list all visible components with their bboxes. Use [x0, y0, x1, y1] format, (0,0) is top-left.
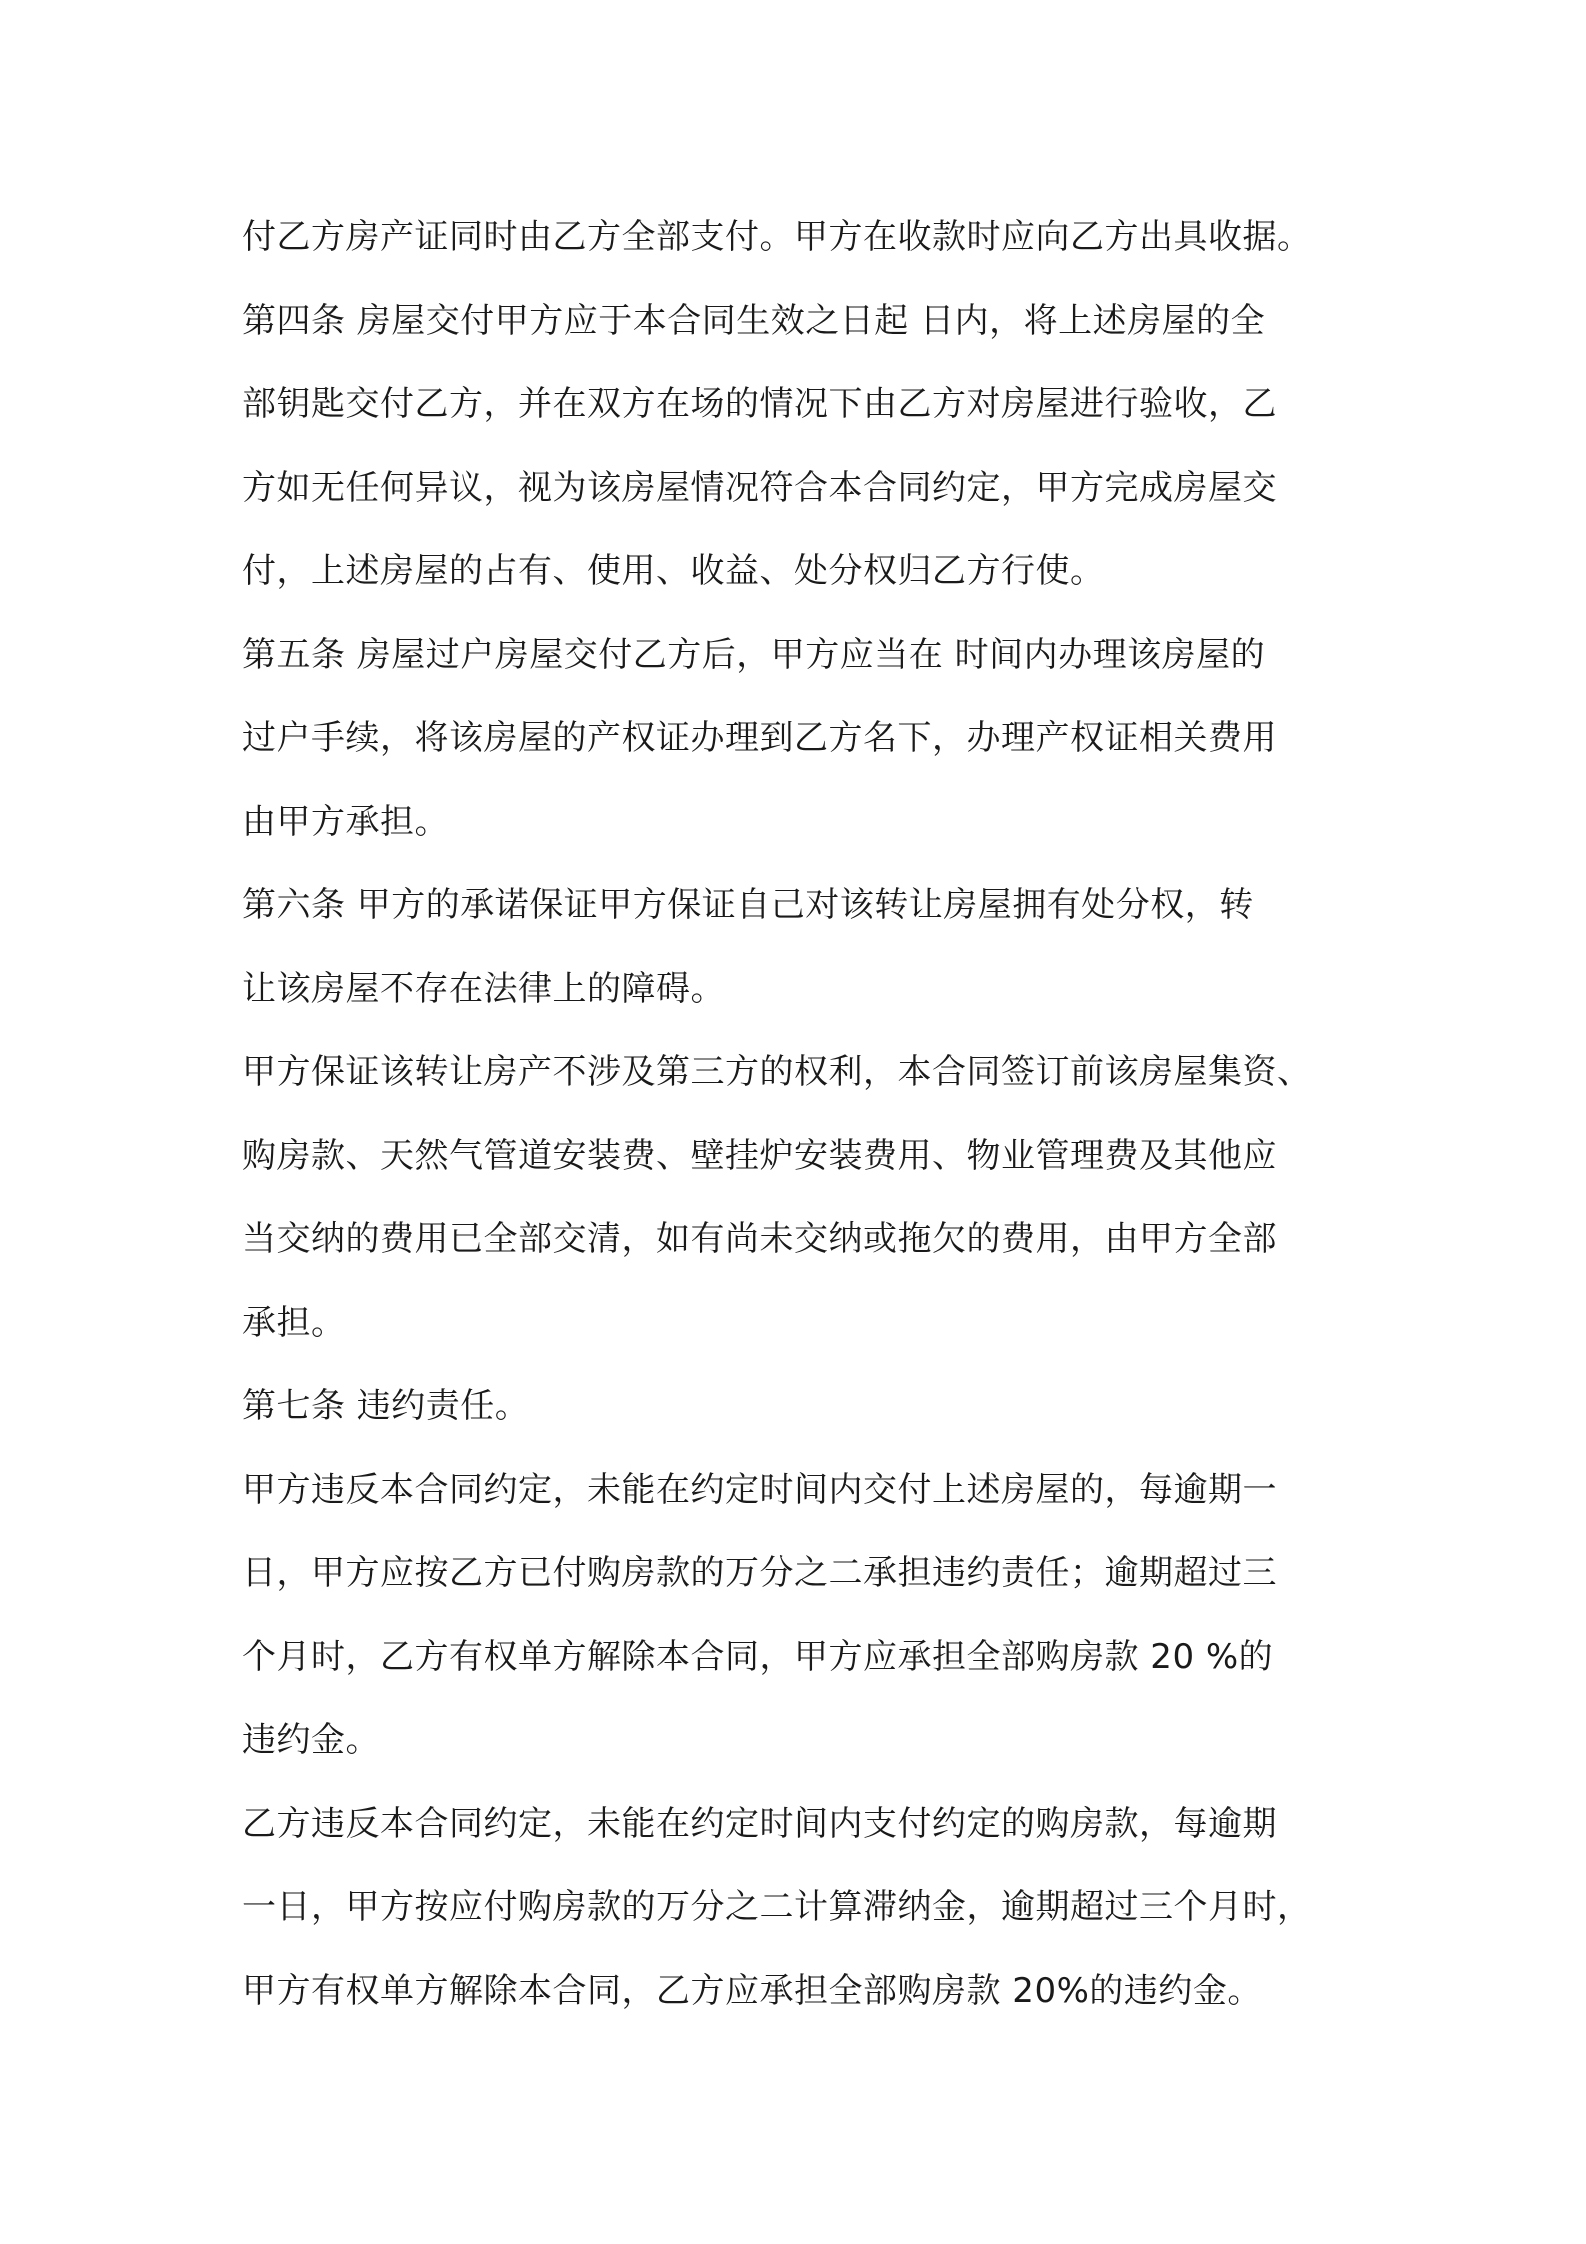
contract-text — [242, 196, 1362, 2033]
text-line: 付，上述房屋的占有、使用、收益、处分权归乙方行使。 — [242, 551, 1105, 591]
text-line: 第七条 违约责任。 — [242, 1386, 530, 1426]
text-line: 承担。 — [242, 1302, 346, 1343]
text-line: 购房款、天然气管道安装费、壁挂炉安装费用、物业管理费及其他应 — [242, 1135, 1277, 1176]
text-line: 乙方违反本合同约定，未能在约定时间内支付约定的购房款，每逾期 — [242, 1803, 1277, 1844]
text-line: 甲方保证该转让房产不涉及第三方的权利，本合同签订前该房屋集资、 — [242, 1052, 1312, 1092]
text-line: 甲方有权单方解除本合同，乙方应承担全部购房款 20%的违约金。 — [242, 1970, 1262, 2011]
text-line: 方如无任何异议，视为该房屋情况符合本合同约定，甲方完成房屋交 — [242, 467, 1277, 508]
text-line: 让该房屋不存在法律上的障碍。 — [242, 968, 725, 1009]
text-line: 违约金。 — [242, 1720, 380, 1760]
text-line: 当交纳的费用已全部交清，如有尚未交纳或拖欠的费用，由甲方全部 — [242, 1219, 1277, 1259]
text-line: 第六条 甲方的承诺保证甲方保证自己对该转让房屋拥有处分权，转 — [242, 885, 1254, 925]
text-line: 由甲方承担。 — [242, 801, 449, 842]
text-line: 部钥匙交付乙方，并在双方在场的情况下由乙方对房屋进行验收，乙 — [242, 384, 1277, 424]
text-line: 第四条 房屋交付甲方应于本合同生效之日起 日内，将上述房屋的全 — [242, 300, 1266, 341]
text-line: 付乙方房产证同时由乙方全部支付。甲方在收款时应向乙方出具收据。 — [242, 217, 1312, 257]
text-line: 个月时，乙方有权单方解除本合同，甲方应承担全部购房款 20 %的 — [242, 1636, 1274, 1677]
text-line: 过户手续，将该房屋的产权证办理到乙方名下，办理产权证相关费用 — [242, 718, 1277, 758]
text-line: 第五条 房屋过户房屋交付乙方后，甲方应当在 时间内办理该房屋的 — [242, 634, 1266, 675]
text-line: 一日，甲方按应付购房款的万分之二计算滞纳金，逾期超过三个月时， — [242, 1887, 1312, 1927]
text-line: 甲方违反本合同约定，未能在约定时间内交付上述房屋的，每逾期一 — [242, 1469, 1277, 1510]
text-line: 日，甲方应按乙方已付购房款的万分之二承担违约责任；逾期超过三 — [242, 1553, 1277, 1593]
